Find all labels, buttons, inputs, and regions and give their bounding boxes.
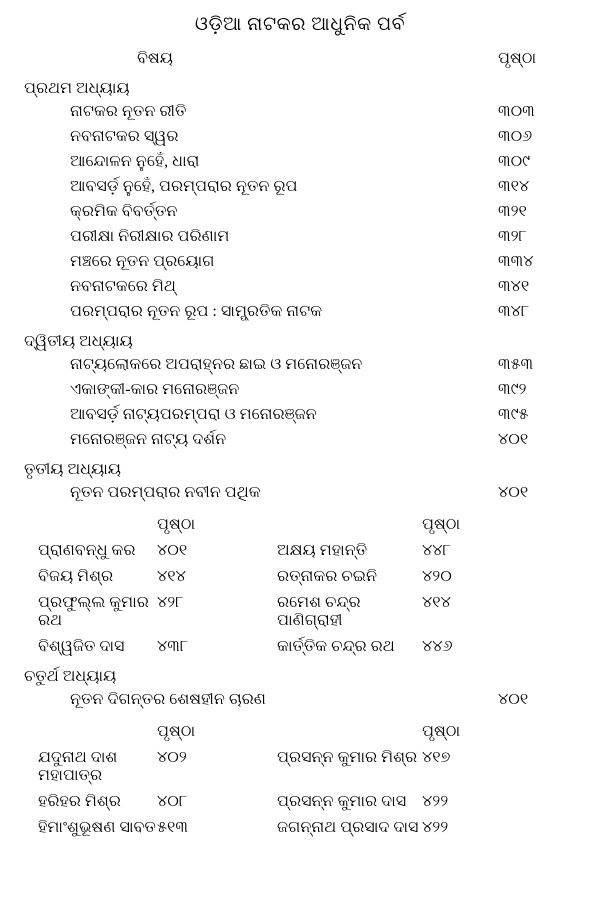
person-page: ୪୦୨	[157, 749, 187, 766]
toc-entry-label: ଆନ୍ଦୋଳନ ନୁହେଁ, ଧାରା	[70, 153, 200, 170]
person-name: ବିଶ୍ୱଜିତ ଦାସ	[38, 638, 125, 655]
toc-entry-label: ନୂତନ ଦିଗନ୍ତର ଶେଷହୀନ ଚାରଣ	[70, 691, 266, 708]
toc-entry-page: ୪୦୧	[498, 431, 529, 448]
table-row	[22, 749, 578, 785]
toc-entry-page: ୩୦୬	[498, 128, 533, 145]
table-row	[22, 819, 578, 837]
person-page: ୪୦୧	[157, 542, 188, 559]
toc-entry	[22, 253, 578, 271]
toc-entry	[22, 228, 578, 246]
toc-entry-label: ନବନାଟକରେ ମିଥ୍	[70, 278, 176, 295]
person-page: ୪୪୮	[422, 542, 451, 559]
toc-entry-label: ଆବସର୍ଡ଼ ନୁହେଁ, ପରମ୍ପରାର ନୂତନ ରୂପ	[70, 178, 298, 195]
toc-entry-page: ୩୯୫	[498, 406, 529, 423]
person-name: ହିମାଂଶୁଭୂଷଣ ସାବତ	[38, 819, 156, 836]
toc-entry	[22, 484, 578, 502]
column-header-page: ପୃଷ୍ଠା	[498, 50, 537, 67]
toc-entry-page: ୩୫୩	[498, 356, 534, 373]
toc-entry-page: ୩୩୪	[498, 253, 534, 270]
person-page: ୪୦୮	[157, 793, 188, 810]
toc-entry-page: ୪୦୧	[498, 691, 529, 708]
toc-entry-label: ମନୋରଞ୍ଜନ ନାଟ୍ୟ ଦର୍ଶନ	[70, 431, 227, 448]
toc-entry	[22, 178, 578, 196]
people-header-page-right: ପୃଷ୍ଠା	[422, 516, 461, 533]
people-header-page-right: ପୃଷ୍ଠା	[422, 723, 461, 740]
person-page: ୪୪୬	[422, 638, 453, 655]
page-title: ଓଡ଼ିଆ ନାଟକର ଆଧୁନିକ ପର୍ବ	[194, 14, 406, 35]
toc-entry-page: ୩୦୯	[498, 153, 531, 170]
toc-entry-page: ୩୨୮	[498, 228, 527, 245]
column-header-subject: ବିଷୟ	[137, 50, 173, 67]
toc-entry-label: ଆବସର୍ଡ଼ ନାଟ୍ୟପରମ୍ପରା ଓ ମନୋରଞ୍ଜନ	[70, 406, 317, 423]
toc-entry-page: ୩୪୮	[498, 303, 530, 320]
toc-entry-page: ୩୧୪	[498, 178, 530, 195]
people-header-blank-right	[277, 723, 422, 741]
person-page: ୪୧୪	[157, 568, 186, 585]
person-page: ୪୨୨	[422, 793, 449, 810]
chapter-heading-4: ଚତୁର୍ଥ ଅଧ୍ୟାୟ	[24, 668, 117, 685]
toc-entry-page: ୩୨୧	[498, 203, 527, 220]
toc-entry	[22, 153, 578, 171]
person-name: ବିଜୟ ମିଶ୍ର	[38, 568, 114, 585]
person-name: ପ୍ରସନ୍ନ କୁମାର ମିଶ୍ର	[277, 749, 418, 766]
person-name: ପ୍ରସନ୍ନ କୁମାର ଦାସ	[277, 793, 407, 810]
person-page: ୪୧୭	[422, 749, 451, 766]
chapter-heading-2: ଦ୍ୱିତୀୟ ଅଧ୍ୟାୟ	[24, 333, 133, 350]
person-page: ୪୨୮	[157, 594, 184, 611]
person-page: ୪୨୦	[422, 568, 452, 585]
people-header-page-left: ପୃଷ୍ଠା	[157, 723, 196, 740]
toc-entry	[22, 406, 578, 424]
people-table-headers-2	[22, 723, 578, 741]
toc-entry	[22, 381, 578, 399]
toc-entry	[22, 303, 578, 321]
toc-entry-label: କ୍ରମିକ ବିବର୍ତ୍ତନ	[70, 203, 178, 220]
table-row	[22, 793, 578, 811]
person-page: ୫୧୩	[157, 819, 188, 836]
person-name: ଯଦୁନାଥ ଦାଶ ମହାପାତ୍ର	[38, 749, 118, 784]
toc-entry-label: ନୂତନ ପରମ୍ପରାର ନବୀନ ପଥିକ	[70, 484, 261, 501]
table-row	[22, 594, 578, 630]
column-headers	[22, 50, 578, 68]
toc-entry-page: ୩୪୧	[498, 278, 530, 295]
toc-entry	[22, 203, 578, 221]
person-name: ରତ୍ନାକର ଚଇନି	[277, 568, 378, 585]
table-row	[22, 542, 578, 560]
person-page: ୪୩୮	[157, 638, 189, 655]
person-name: କାର୍ତ୍ତିକ ଚନ୍ଦ୍ର ରଥ	[277, 638, 395, 655]
person-name: ପ୍ରଫୁଲ୍ଲ କୁମାର ରଥ	[38, 594, 149, 629]
people-header-blank-left	[22, 516, 157, 534]
toc-entry-label: ମଞ୍ଚରେ ନୂତନ ପ୍ରୟୋଗ	[70, 253, 215, 270]
table-row	[22, 568, 578, 586]
chapter-heading-3: ତୃତୀୟ ଅଧ୍ୟାୟ	[24, 461, 122, 478]
toc-entry	[22, 103, 578, 121]
person-name: ପ୍ରାଣବନ୍ଧୁ କର	[38, 542, 136, 559]
toc-entry-label: ପରମ୍ପରାର ନୂତନ ରୂପ : ସାମ୍ପ୍ରତିକ ନାଟକ	[70, 303, 323, 320]
toc-entry-page: ୪୦୧	[498, 484, 529, 501]
toc-entry-label: ଏକାଙ୍କୀ-କାର ମନୋରଞ୍ଜନ	[70, 381, 240, 398]
person-name: ଜଗନ୍ନାଥ ପ୍ରସାଦ ଦାସ	[277, 819, 419, 836]
people-table-headers-1	[22, 516, 578, 534]
toc-entry-page: ୩୦୩	[498, 103, 535, 120]
person-name: ରମେଶ ଚନ୍ଦ୍ର ପାଣିଗ୍ରାହୀ	[277, 594, 361, 629]
people-header-blank-right	[277, 516, 422, 534]
chapter-heading-1: ପ୍ରଥମ ଅଧ୍ୟାୟ	[24, 80, 130, 97]
person-page: ୪୨୨	[422, 819, 449, 836]
toc-entry-label: ପରୀକ୍ଷା ନିରୀକ୍ଷାର ପରିଣାମ	[70, 228, 230, 245]
toc-entry-label: ନବନାଟକର ସ୍ୱର	[70, 128, 179, 145]
toc-entry	[22, 691, 578, 709]
toc-entry	[22, 128, 578, 146]
toc-entry-label: ନାଟକର ନୂତନ ରୀତି	[70, 103, 187, 120]
table-row	[22, 638, 578, 656]
person-page: ୪୧୪	[422, 594, 451, 611]
people-header-page-left: ପୃଷ୍ଠା	[157, 516, 196, 533]
toc-entry-label: ନାଟ୍ୟଲୋକରେ ଅପରାହ୍ନର ଛାଇ ଓ ମନୋରଞ୍ଜନ	[70, 356, 363, 373]
person-name: ଅକ୍ଷୟ ମହାନ୍ତି	[277, 542, 368, 559]
people-header-blank-left	[22, 723, 157, 741]
toc-entry	[22, 431, 578, 449]
toc-entry	[22, 278, 578, 296]
toc-entry	[22, 356, 578, 374]
toc-entry-page: ୩୯୨	[498, 381, 527, 398]
person-name: ହରିହର ମିଶ୍ର	[38, 793, 121, 810]
